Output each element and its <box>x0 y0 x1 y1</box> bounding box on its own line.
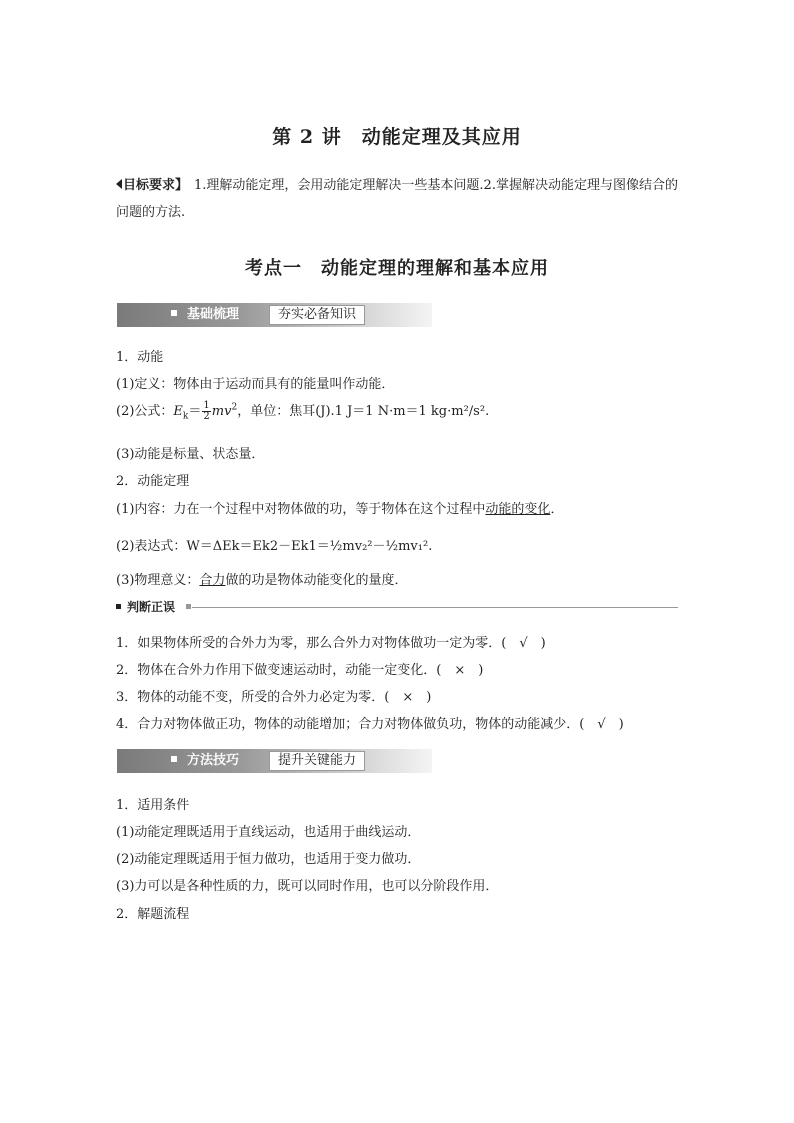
banner-methods <box>117 749 432 773</box>
basics-line-3: (3)动能是标量、状态量． <box>116 447 265 462</box>
formula-fraction <box>202 401 210 422</box>
formula-ek: E <box>173 404 183 419</box>
rule-square-icon <box>186 604 191 609</box>
judge-item: 2．物体在合外力作用下做变速运动时，动能一定变化．( × ) <box>116 663 484 678</box>
basics-line-6 <box>116 569 407 588</box>
methods-heading-2: 2．解题流程 <box>116 907 190 922</box>
methods-line-2: (2)动能定理既适用于恒力做功，也适用于变力做功． <box>116 852 421 867</box>
judge-label-text: 判断正误 <box>127 600 176 614</box>
judge-item: 4．合力对物体做正功，物体的动能增加；合力对物体做负功，物体的动能减少．( √ ) <box>116 717 624 732</box>
banner-methods-label <box>171 752 239 770</box>
content-underlined: 动能的变化 <box>485 502 551 517</box>
basics-heading-1: 1．动能 <box>116 350 164 365</box>
basics-line-1: (1)定义：物体由于运动而具有的能量叫作动能． <box>116 377 395 392</box>
bracket-icon <box>116 179 122 189</box>
judge-item: 1．如果物体所受的合外力为零，那么合外力对物体做功一定为零．( √ ) <box>116 636 546 651</box>
judge-item: 3．物体的动能不变，所受的合外力必定为零．( × ) <box>116 690 432 705</box>
goals-tag <box>116 178 188 193</box>
basics-heading-2: 2．动能定理 <box>116 474 190 489</box>
methods-line-1: (1)动能定理既适用于直线运动，也适用于曲线运动． <box>116 825 421 840</box>
banner-methods-box: 提升关键能力 <box>269 751 365 771</box>
formula-prefix: (2)公式： <box>116 404 174 419</box>
banner-basics <box>117 303 432 327</box>
square-bullet-icon <box>116 604 121 609</box>
methods-line-3: (3)力可以是各种性质的力，既可以同时作用，也可以分阶段作用． <box>116 879 499 894</box>
content-prefix: (1)内容：力在一个过程中对物体做的功，等于物体在这个过程中 <box>116 502 486 517</box>
judge-label <box>116 598 175 615</box>
basics-line-4 <box>116 498 563 517</box>
meaning-suffix: 做的功是物体动能变化的量度． <box>225 573 408 588</box>
methods-heading-1: 1．适用条件 <box>116 798 190 813</box>
formula-ek-sub: k <box>182 411 189 422</box>
basics-line-2 <box>116 400 489 422</box>
meaning-underlined: 合力 <box>199 573 226 588</box>
learning-goals <box>116 172 686 226</box>
goals-text: 1.理解动能定理，会用动能定理解决一些基本问题.2.掌握解决动能定理与图像结合的问题的方法. <box>116 178 678 220</box>
fraction-den: 2 <box>203 411 210 422</box>
judge-divider <box>192 607 678 608</box>
banner-basics-label <box>171 306 239 324</box>
content-suffix: ． <box>550 502 564 517</box>
meaning-prefix: (3)物理意义： <box>116 573 200 588</box>
square-bullet-icon <box>171 756 177 762</box>
formula-eq: ＝ <box>188 404 202 419</box>
judge-header <box>116 598 678 616</box>
basics-line-5: (2)表达式：W＝ΔEk＝Ek2－Ek1＝½mv₂²－½mv₁². <box>116 539 433 554</box>
square-bullet-icon <box>171 310 177 316</box>
banner-basics-box: 夯实必备知识 <box>269 305 365 325</box>
formula-mv: mv <box>211 404 232 419</box>
banner-basics-text: 基础梳理 <box>187 307 240 322</box>
lesson-title: 第 2 讲 动能定理及其应用 <box>272 126 522 148</box>
fraction-num: 1 <box>203 400 210 411</box>
banner-methods-text: 方法技巧 <box>187 753 240 768</box>
section-title: 考点一 动能定理的理解和基本应用 <box>245 258 549 279</box>
formula-unit-text: ，单位：焦耳(J).1 J＝1 N·m＝1 kg·m²/s². <box>237 404 490 419</box>
formula-sup: 2 <box>231 402 238 413</box>
goals-tag-label: 目标要求】 <box>123 178 189 193</box>
